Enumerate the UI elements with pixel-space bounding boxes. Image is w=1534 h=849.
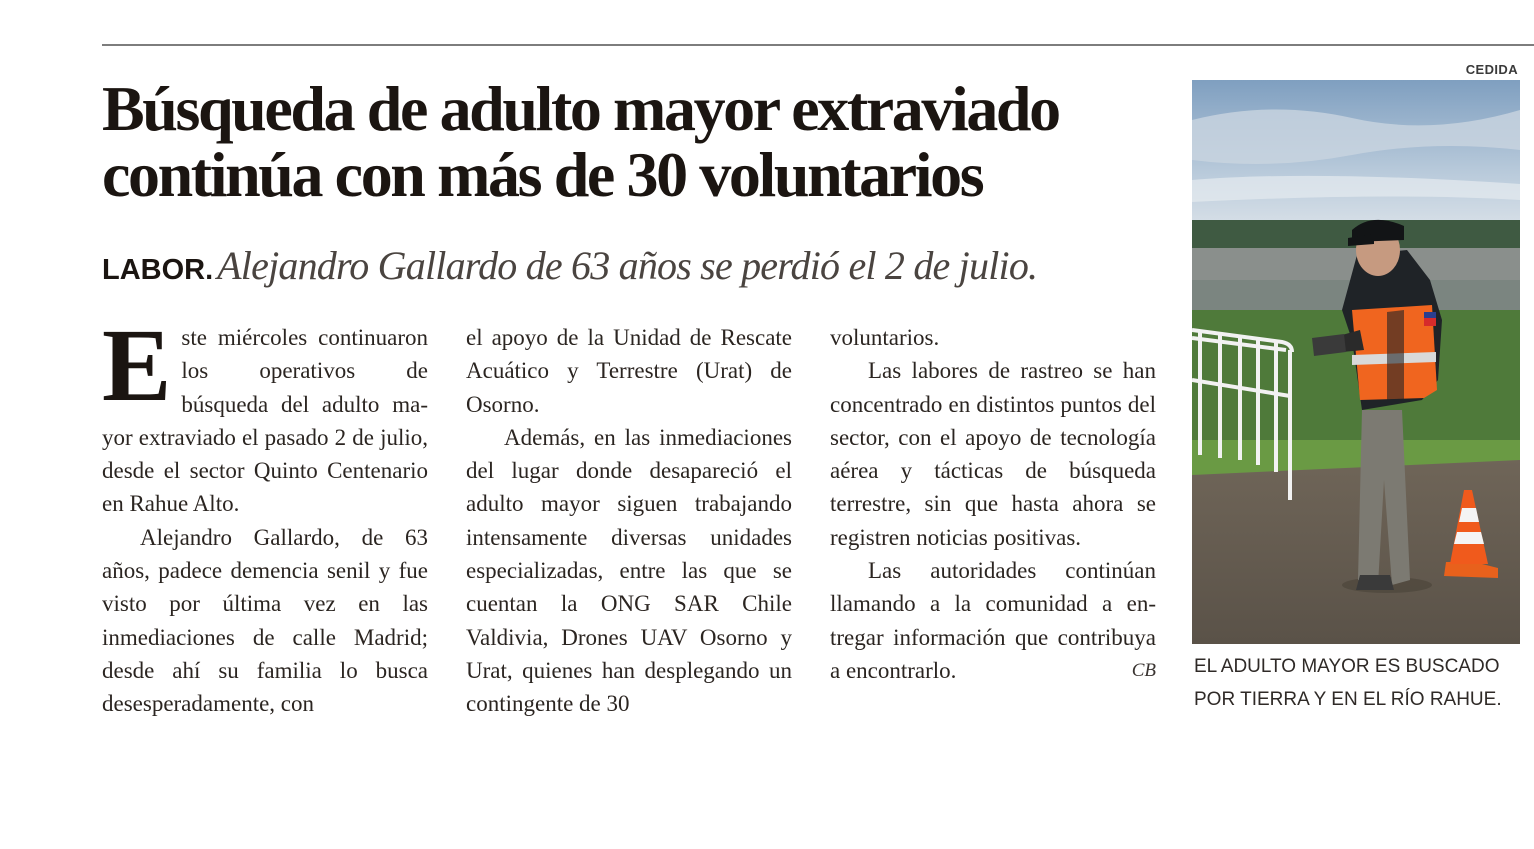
headline-line-2: continúa con más de 30 voluntarios [102,139,983,210]
paragraph: Alejandro Gallardo, de 63 años, padece demencia senil y fue visto por última vez en las inmediaciones de calle Madrid; desde ahí su familia lo busca desesperadamente, con [102,524,428,717]
news-photo [1192,80,1520,644]
top-rule [102,44,1534,46]
body-column-2 [466,321,792,721]
headline [102,73,1182,210]
kicker: LABOR. [102,254,214,286]
body-column-1 [102,308,428,721]
photo-illustration [1192,80,1520,644]
paragraph: Las labores de rastreo se han concentrado en distintos puntos del sector, con el apoyo de tecnología aérea y tácticas de búsqueda terrestre, sin que hasta ahora se registren noticias positivas. [830,358,1156,550]
end-mark: CB [1131,659,1156,681]
photo-credit: CEDIDA [1465,62,1518,77]
paragraph: el apoyo de la Unidad de Rescate Acuático y Terrestre (Urat) de Osorno. [466,325,792,417]
paragraph: voluntarios. [830,325,940,350]
headline-line-1: Búsqueda de adulto mayor extraviado [102,73,1059,144]
body-column-3 [830,321,1156,687]
photo-caption: EL ADULTO MAYOR ES BUSCADO POR TIERRA Y EN EL RÍO RAHUE. [1194,656,1502,710]
subhead: Alejandro Gallardo de 63 años se perdió el 2 de julio. [217,243,1038,288]
paragraph: Además, en las inmediaciones del lugar donde desapareció el adulto mayor siguen trabajando intensamente diversas unidades especializadas, entre las que se cuentan la ONG SAR Chile Valdivia, Drones UAV Osorno y Urat, quienes han desplegando un contingente de 30 [466,424,792,717]
paragraph-text: Las autoridades continúan llamando a la comunidad a entregar información que contribuya a encontrarlo. [830,558,1156,683]
paragraph [830,554,1156,687]
drop-cap: E [102,308,172,423]
paragraph: ste miércoles continuaron los operativos de búsqueda del adulto mayor extraviado el pasado 2 de julio, desde el sector Quinto Centenario en Rahue Alto. [102,325,428,517]
deck [102,242,1182,289]
